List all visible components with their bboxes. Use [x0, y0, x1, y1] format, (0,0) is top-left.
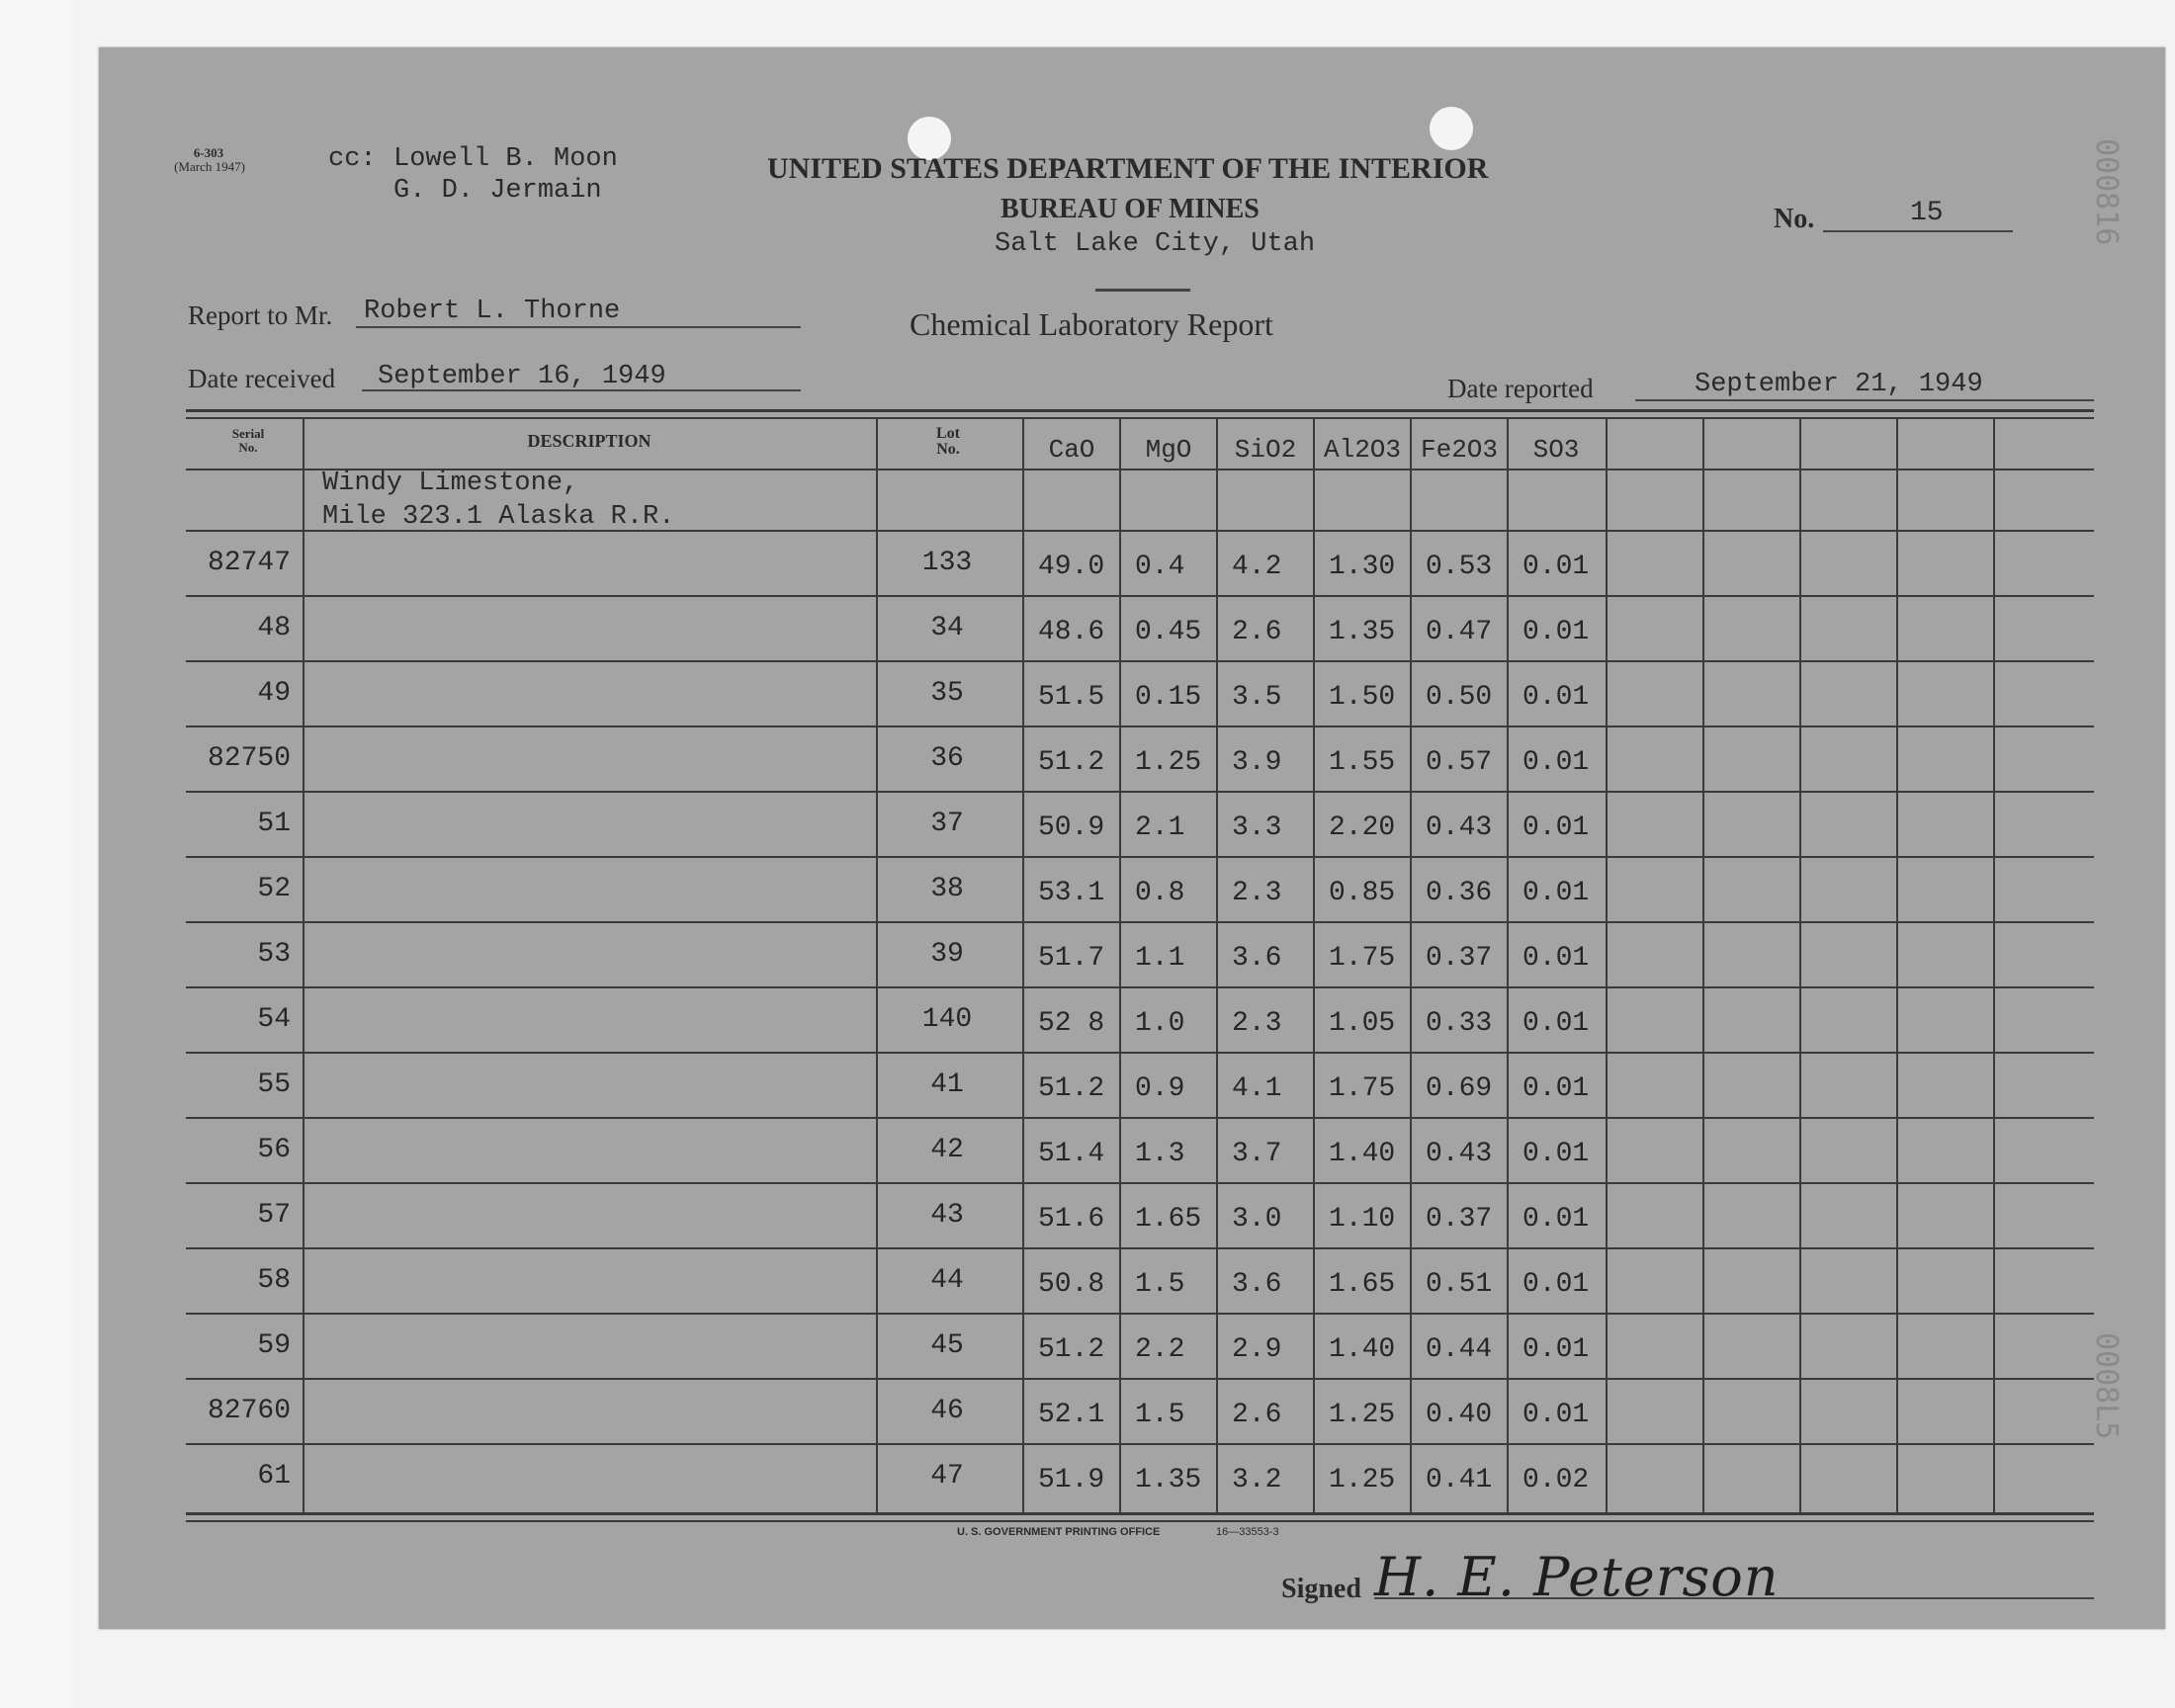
value-cell: 1.65 — [1135, 1204, 1202, 1235]
value-cell: 0.9 — [1135, 1073, 1185, 1104]
value-cell: 3.9 — [1232, 747, 1282, 778]
value-cell: 0.01 — [1522, 1204, 1590, 1235]
value-cell: 0.01 — [1522, 1073, 1590, 1104]
value-cell: 0.37 — [1426, 943, 1493, 974]
lot-cell: 37 — [930, 809, 964, 839]
value-cell: 3.6 — [1232, 1269, 1282, 1300]
value-cell: 1.0 — [1135, 1008, 1185, 1039]
lot-cell: 46 — [930, 1396, 964, 1426]
column-rule — [1702, 419, 1704, 1514]
col-header-al2o3: Al2O3 — [1323, 435, 1401, 465]
serial-cell: 58 — [257, 1265, 291, 1296]
stamp-bottom: 0008L5 — [2089, 1332, 2124, 1440]
report-to-value: Robert L. Thorne — [364, 297, 621, 326]
serial-cell: 55 — [257, 1069, 291, 1100]
value-cell: 3.6 — [1232, 943, 1282, 974]
value-cell: 1.40 — [1329, 1334, 1396, 1365]
report-to-line — [356, 326, 801, 328]
value-cell: 51.4 — [1038, 1139, 1105, 1169]
value-cell: 0.4 — [1135, 552, 1185, 582]
value-cell: 1.75 — [1329, 1073, 1396, 1104]
cc-label: cc: — [328, 144, 377, 174]
value-cell: 2.6 — [1232, 617, 1282, 647]
row-rule — [186, 1182, 2094, 1184]
value-cell: 48.6 — [1038, 617, 1105, 647]
value-cell: 1.10 — [1329, 1204, 1396, 1235]
value-cell: 52.1 — [1038, 1400, 1105, 1430]
value-cell: 1.05 — [1329, 1008, 1396, 1039]
value-cell: 0.40 — [1426, 1400, 1493, 1430]
row-rule — [186, 1117, 2094, 1119]
value-cell: 3.7 — [1232, 1139, 1282, 1169]
value-cell: 2.1 — [1135, 812, 1185, 843]
column-rule — [1606, 419, 1608, 1514]
scan-margin — [0, 0, 74, 1708]
value-cell: 0.36 — [1426, 878, 1493, 908]
table-top-rule-2 — [186, 417, 2094, 419]
column-rule — [1119, 419, 1121, 1514]
column-rule — [1216, 419, 1218, 1514]
value-cell: 0.8 — [1135, 878, 1185, 908]
value-cell: 52 8 — [1038, 1008, 1105, 1039]
stamp-top: 000816 — [2089, 138, 2124, 246]
date-received-label: Date received — [188, 364, 336, 393]
row-rule — [186, 660, 2094, 662]
report-title: Chemical Laboratory Report — [910, 306, 1273, 342]
value-cell: 0.01 — [1522, 617, 1590, 647]
value-cell: 0.37 — [1426, 1204, 1493, 1235]
value-cell: 0.01 — [1522, 552, 1590, 582]
serial-cell: 48 — [257, 613, 291, 643]
punch-hole-right — [1430, 107, 1473, 150]
value-cell: 4.1 — [1232, 1073, 1282, 1104]
value-cell: 51.2 — [1038, 747, 1105, 778]
value-cell: 1.3 — [1135, 1139, 1185, 1169]
value-cell: 53.1 — [1038, 878, 1105, 908]
value-cell: 3.3 — [1232, 812, 1282, 843]
value-cell: 0.45 — [1135, 617, 1202, 647]
bureau-title: BUREAU OF MINES — [1000, 194, 1260, 224]
value-cell: 3.0 — [1232, 1204, 1282, 1235]
value-cell: 4.2 — [1232, 552, 1282, 582]
value-cell: 2.9 — [1232, 1334, 1282, 1365]
printer-code: 16—33553-3 — [1216, 1526, 1279, 1538]
row-rule — [186, 856, 2094, 858]
lot-cell: 38 — [930, 874, 964, 904]
value-cell: 0.01 — [1522, 1139, 1590, 1169]
row-rule — [186, 986, 2094, 988]
value-cell: 0.01 — [1522, 1269, 1590, 1300]
serial-cell: 82750 — [207, 743, 291, 774]
value-cell: 1.35 — [1329, 617, 1396, 647]
department-title: UNITED STATES DEPARTMENT OF THE INTERIOR — [767, 152, 1489, 185]
value-cell: 0.57 — [1426, 747, 1493, 778]
lot-cell: 42 — [930, 1135, 964, 1165]
value-cell: 0.85 — [1329, 878, 1396, 908]
value-cell: 2.20 — [1329, 812, 1396, 843]
table-top-rule-1 — [186, 409, 2094, 412]
value-cell: 1.25 — [1135, 747, 1202, 778]
serial-cell: 53 — [257, 939, 291, 970]
value-cell: 0.41 — [1426, 1465, 1493, 1495]
lot-cell: 41 — [930, 1069, 964, 1100]
table-bottom-rule-2 — [186, 1520, 2094, 1522]
report-no-label: No. — [1774, 204, 1815, 234]
lot-cell: 47 — [930, 1461, 964, 1492]
lot-cell: 140 — [921, 1004, 973, 1035]
row-rule — [186, 1443, 2094, 1445]
col-header-sio2: SiO2 — [1234, 435, 1297, 465]
value-cell: 0.02 — [1522, 1465, 1590, 1495]
row-rule — [186, 1313, 2094, 1315]
column-rule — [1993, 419, 1995, 1514]
value-cell: 51.2 — [1038, 1073, 1105, 1104]
value-cell: 1.35 — [1135, 1465, 1202, 1495]
date-reported-value: September 21, 1949 — [1695, 370, 1983, 399]
value-cell: 51.6 — [1038, 1204, 1105, 1235]
col-header-fe2o3: Fe2O3 — [1420, 435, 1498, 465]
value-cell: 2.2 — [1135, 1334, 1185, 1365]
serial-cell: 82747 — [207, 548, 291, 578]
value-cell: 1.5 — [1135, 1269, 1185, 1300]
value-cell: 1.75 — [1329, 943, 1396, 974]
form-number: 6-303 — [193, 145, 224, 160]
row-rule — [186, 791, 2094, 793]
lot-cell: 133 — [921, 548, 973, 578]
value-cell: 0.01 — [1522, 1400, 1590, 1430]
column-rule — [1022, 419, 1024, 1514]
value-cell: 0.01 — [1522, 747, 1590, 778]
location: Salt Lake City, Utah — [995, 229, 1316, 259]
lot-cell: 39 — [930, 939, 964, 970]
value-cell: 1.25 — [1329, 1400, 1396, 1430]
description-line-1: Windy Limestone, — [322, 469, 579, 498]
value-cell: 1.55 — [1329, 747, 1396, 778]
value-cell: 1.1 — [1135, 943, 1185, 974]
row-rule — [186, 595, 2094, 597]
report-no-value: 15 — [1910, 198, 1944, 228]
value-cell: 2.3 — [1232, 878, 1282, 908]
value-cell: 0.51 — [1426, 1269, 1493, 1300]
cc-name-1: Lowell B. Moon — [393, 144, 618, 174]
row-rule — [186, 1247, 2094, 1249]
serial-cell: 82760 — [207, 1396, 291, 1426]
value-cell: 3.5 — [1232, 682, 1282, 713]
report-to-label: Report to Mr. — [188, 300, 333, 330]
value-cell: 0.01 — [1522, 1008, 1590, 1039]
col-header-so3: SO3 — [1532, 435, 1580, 465]
lot-header-2: No. — [936, 441, 960, 458]
row-rule — [186, 726, 2094, 727]
value-cell: 0.43 — [1426, 1139, 1493, 1169]
value-cell: 0.69 — [1426, 1073, 1493, 1104]
description-header: DESCRIPTION — [527, 431, 652, 451]
value-cell: 0.44 — [1426, 1334, 1493, 1365]
table-bottom-rule-1 — [186, 1512, 2094, 1515]
value-cell: 1.5 — [1135, 1400, 1185, 1430]
column-rule — [1507, 419, 1509, 1514]
lot-cell: 36 — [930, 743, 964, 774]
value-cell: 1.25 — [1329, 1465, 1396, 1495]
serial-header-1: Serial — [231, 426, 265, 441]
column-rule — [876, 419, 878, 1514]
lot-cell: 44 — [930, 1265, 964, 1296]
form-date: (March 1947) — [174, 159, 245, 174]
serial-header-2: No. — [238, 440, 258, 455]
signature: H. E. Peterson — [1374, 1546, 1780, 1608]
report-sheet — [99, 47, 2165, 1629]
col-header-cao: CaO — [1048, 435, 1095, 465]
date-reported-label: Date reported — [1447, 374, 1594, 403]
serial-cell: 54 — [257, 1004, 291, 1035]
value-cell: 2.6 — [1232, 1400, 1282, 1430]
value-cell: 51.7 — [1038, 943, 1105, 974]
serial-cell: 59 — [257, 1330, 291, 1361]
value-cell: 0.01 — [1522, 943, 1590, 974]
value-cell: 50.9 — [1038, 812, 1105, 843]
cc-name-2: G. D. Jermain — [393, 176, 602, 206]
value-cell: 2.3 — [1232, 1008, 1282, 1039]
row-rule — [186, 1052, 2094, 1054]
value-cell: 51.5 — [1038, 682, 1105, 713]
column-rule — [1410, 419, 1412, 1514]
value-cell: 1.50 — [1329, 682, 1396, 713]
lot-cell: 35 — [930, 678, 964, 709]
value-cell: 0.47 — [1426, 617, 1493, 647]
description-line-2: Mile 323.1 Alaska R.R. — [322, 502, 675, 532]
value-cell: 0.01 — [1522, 878, 1590, 908]
date-reported-line — [1635, 399, 2094, 401]
value-cell: 0.15 — [1135, 682, 1202, 713]
value-cell: 0.01 — [1522, 812, 1590, 843]
value-cell: 0.53 — [1426, 552, 1493, 582]
value-cell: 1.65 — [1329, 1269, 1396, 1300]
value-cell: 1.30 — [1329, 552, 1396, 582]
report-no-line — [1823, 230, 2013, 232]
serial-cell: 61 — [257, 1461, 291, 1492]
value-cell: 51.2 — [1038, 1334, 1105, 1365]
column-rule — [1896, 419, 1898, 1514]
serial-cell: 57 — [257, 1200, 291, 1231]
row-rule — [186, 1378, 2094, 1380]
value-cell: 0.50 — [1426, 682, 1493, 713]
value-cell: 0.01 — [1522, 682, 1590, 713]
value-cell: 50.8 — [1038, 1269, 1105, 1300]
serial-cell: 56 — [257, 1135, 291, 1165]
value-cell: 49.0 — [1038, 552, 1105, 582]
column-rule — [1799, 419, 1801, 1514]
value-cell: 51.9 — [1038, 1465, 1105, 1495]
date-received-value: September 16, 1949 — [378, 362, 666, 391]
lot-cell: 43 — [930, 1200, 964, 1231]
col-header-mgo: MgO — [1145, 435, 1192, 465]
column-rule — [1313, 419, 1315, 1514]
value-cell: 0.01 — [1522, 1334, 1590, 1365]
row-rule — [186, 921, 2094, 923]
serial-cell: 52 — [257, 874, 291, 904]
value-cell: 3.2 — [1232, 1465, 1282, 1495]
lot-cell: 45 — [930, 1330, 964, 1361]
column-rule — [303, 419, 304, 1514]
lot-cell: 34 — [930, 613, 964, 643]
printer-office: U. S. GOVERNMENT PRINTING OFFICE — [957, 1526, 1161, 1538]
serial-cell: 49 — [257, 678, 291, 709]
lot-header-1: Lot — [936, 425, 960, 442]
value-cell: 1.40 — [1329, 1139, 1396, 1169]
value-cell: 0.43 — [1426, 812, 1493, 843]
title-divider — [1095, 289, 1190, 292]
signed-label: Signed — [1281, 1574, 1361, 1604]
serial-cell: 51 — [257, 809, 291, 839]
value-cell: 0.33 — [1426, 1008, 1493, 1039]
